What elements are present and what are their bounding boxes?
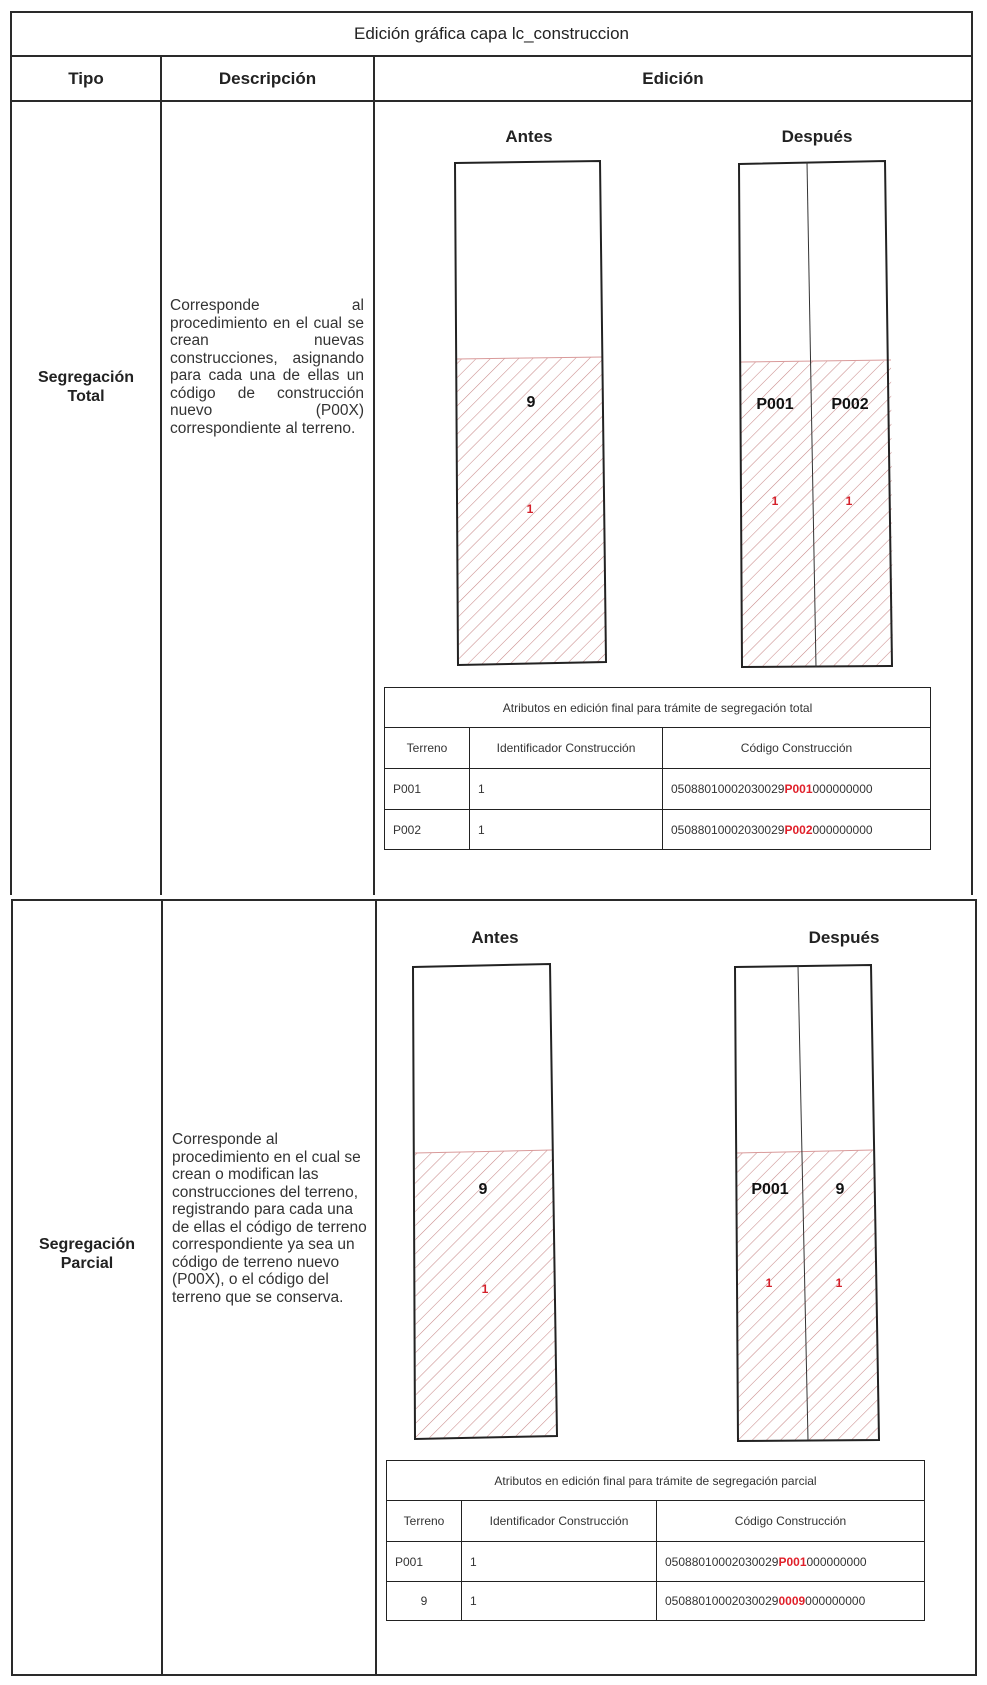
identificador-cell: 1	[470, 810, 663, 850]
code-highlight: P002	[784, 822, 813, 837]
document-title: Edición gráfica capa lc_construccion	[354, 24, 629, 43]
description: Corresponde al procedimiento en el cual se crean o modifican las construcciones del terreno, registrando para cada una de ellas el código de terreno correspondiente ya sea un código de terreno nuevo (P00X), o el código del terreno que se conserva.	[172, 1131, 367, 1306]
terreno-label: 9	[526, 394, 536, 411]
attributes-header: Identificador Construcción	[462, 1501, 657, 1542]
terreno-label: 9	[478, 1181, 488, 1198]
identificador-cell: 1	[462, 1542, 657, 1582]
terreno-cell: P001	[385, 769, 470, 810]
column-header-edicion: Edición	[642, 68, 704, 88]
after-label: Después	[808, 928, 880, 947]
attributes-header: Identificador Construcción	[470, 728, 663, 769]
attributes-table	[386, 1460, 925, 1621]
code-highlight: 0009	[778, 1594, 806, 1608]
terreno-label: P001	[756, 396, 794, 413]
code-suffix: 000000000	[806, 1554, 867, 1569]
before-label: Antes	[471, 928, 519, 947]
before-label: Antes	[505, 127, 553, 146]
table-row	[387, 1582, 925, 1621]
tipo-line: Segregación	[38, 1236, 136, 1253]
tipo-line: Parcial	[60, 1255, 114, 1272]
description: Corresponde al procedimiento en el cual se crean nuevas construcciones, asignando para cada una de ellas un código de construcción nuevo (P00X) correspondiente al terreno.	[170, 297, 364, 437]
terreno-label: P002	[831, 396, 869, 413]
code-suffix: 000000000	[812, 782, 873, 796]
construccion-label: 1	[845, 494, 853, 508]
codigo-cell	[657, 1542, 925, 1582]
terreno-cell: 9	[387, 1582, 462, 1621]
attributes-header: Código Construcción	[663, 728, 931, 769]
terreno-label: P001	[751, 1181, 789, 1198]
construccion-label: 1	[765, 1276, 773, 1290]
code-highlight: P001	[784, 782, 813, 796]
column-header-descripcion: Descripción	[218, 68, 317, 88]
terreno-cell: P002	[385, 810, 470, 850]
after-label: Después	[781, 127, 853, 146]
code-suffix: 000000000	[812, 822, 873, 837]
tipo-line: Segregación	[37, 369, 135, 386]
attributes-table-title: Atributos en edición final para trámite de segregación total	[385, 688, 931, 728]
code-prefix: 05088010002030029	[671, 822, 785, 837]
tipo-line: Total	[67, 388, 105, 405]
terreno-cell: P001	[387, 1542, 462, 1582]
column-header-tipo: Tipo	[68, 68, 104, 88]
terreno-label: 9	[835, 1181, 845, 1198]
construccion-label: 1	[771, 494, 779, 508]
attributes-header: Terreno	[385, 728, 470, 769]
code-suffix: 000000000	[805, 1594, 866, 1608]
attributes-table-title: Atributos en edición final para trámite de segregación parcial	[387, 1461, 925, 1501]
construccion-label: 1	[835, 1276, 843, 1290]
code-prefix: 05088010002030029	[665, 1554, 779, 1569]
code-prefix: 05088010002030029	[665, 1594, 779, 1608]
table-row	[387, 1542, 925, 1582]
construccion-label: 1	[481, 1282, 489, 1296]
attributes-header: Terreno	[387, 1501, 462, 1542]
codigo-cell	[657, 1582, 925, 1621]
identificador-cell: 1	[462, 1582, 657, 1621]
identificador-cell: 1	[470, 769, 663, 810]
code-highlight: P001	[778, 1554, 807, 1569]
code-prefix: 05088010002030029	[671, 782, 785, 796]
attributes-header: Código Construcción	[657, 1501, 925, 1542]
construccion-label: 1	[526, 502, 534, 516]
